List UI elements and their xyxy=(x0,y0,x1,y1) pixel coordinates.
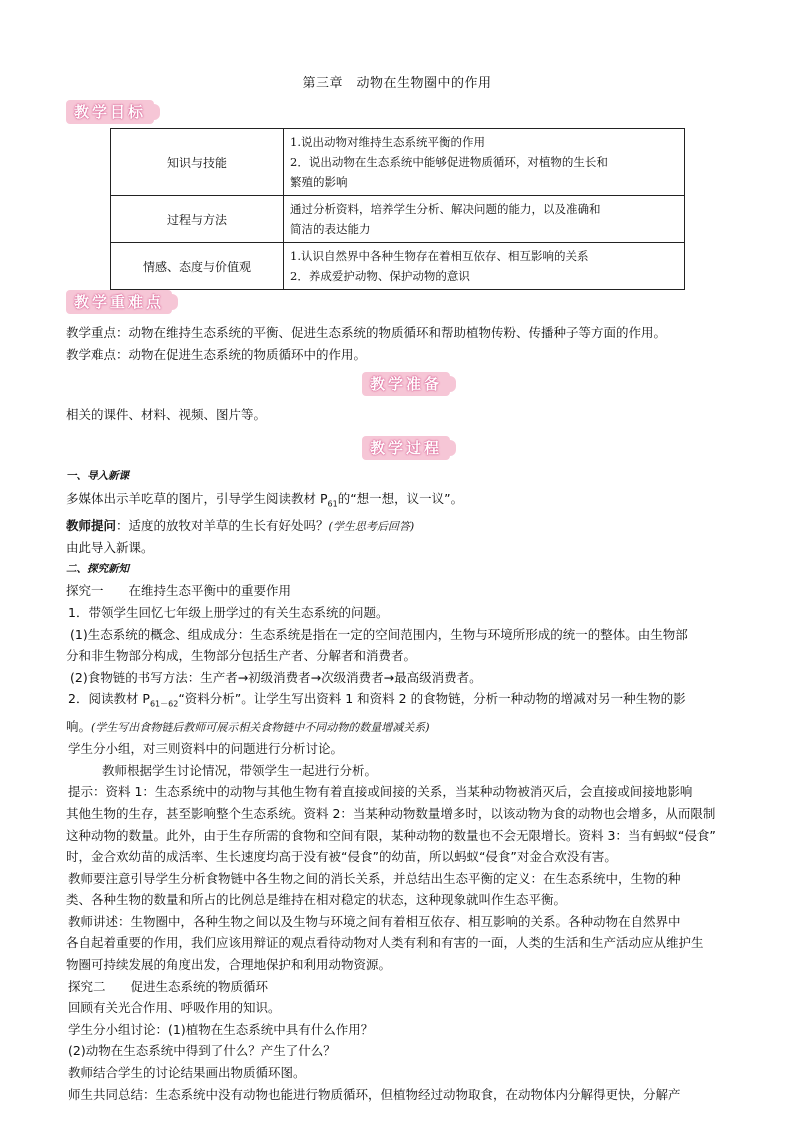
text: 响。 xyxy=(66,718,92,734)
table-row xyxy=(111,129,685,196)
explore-heading: 探究一 在维持生态平衡中的重要作用 xyxy=(66,583,292,599)
paragraph: (2)食物链的书写方法：生产者→初级消费者→次级消费者→最高级消费者。 xyxy=(70,669,482,685)
paragraph: 提示：资料 1：生态系统中的动物与其他生物有着直接或间接的关系，当某种动物被消灭后，会直接或间接地影响 xyxy=(68,784,693,800)
section-heading: 二、探究新知 xyxy=(66,562,129,575)
goal-line: 1.说出动物对维持生态系统平衡的作用 xyxy=(290,135,485,149)
paragraph: 教师结合学生的讨论结果画出物质循环图。 xyxy=(68,1065,306,1081)
key-points-section xyxy=(66,322,738,365)
process-section xyxy=(66,466,738,1105)
paragraph xyxy=(66,716,738,739)
paragraph: 回顾有关光合作用、呼吸作用的知识。 xyxy=(68,1000,281,1016)
paragraph: 分和非生物部分构成，生物部分包括生产者、分解者和消费者。 xyxy=(66,648,417,664)
note: (学生写出食物链后教师可展示相关食物链中不同动物的数量增减关系) xyxy=(91,720,430,734)
note: (学生思考后回答) xyxy=(328,519,415,533)
paragraph: 各自起着重要的作用，我们应该用辩证的观点看待动物对人类有利和有害的一面，人类的生活和生产活动应从维护生 xyxy=(66,935,704,951)
text: 2．阅读教材 P xyxy=(68,691,150,707)
paragraph: 时，金合欢幼苗的成活率、生长速度均高于没有被“侵食”的幼苗，所以蚂蚁“侵食”对金合欢没有害。 xyxy=(66,849,617,865)
page-subscript: 61 xyxy=(327,499,338,509)
goal-line: 1.认识自然界中各种生物存在着相互依存、相互影响的关系 xyxy=(290,249,589,263)
text: ：适度的放牧对羊草的生长有好处吗？ xyxy=(116,517,329,533)
paragraph: 师生共同总结：生态系统中没有动物也能进行物质循环，但植物经过动物取食，在动物体内分解得更快，分解产 xyxy=(68,1086,681,1102)
explore-heading: 探究二 促进生态系统的物质循环 xyxy=(68,978,269,994)
goal-content xyxy=(284,129,685,196)
goal-label: 过程与方法 xyxy=(111,196,284,243)
teaching-difficulty: 教学难点：动物在促进生态系统的物质循环中的作用。 xyxy=(66,346,367,362)
paragraph: 学生分小组，对三则资料中的问题进行分析讨论。 xyxy=(68,741,344,757)
goals-table xyxy=(110,128,685,290)
page-subscript: 61－62 xyxy=(149,699,179,709)
preparation-text: 相关的课件、材料、视频、图片等。 xyxy=(66,407,267,422)
paragraph: (1)生态系统的概念、组成成分：生态系统是指在一定的空间范围内，生物与环境所形成的统一的整体。由生物部 xyxy=(70,626,688,642)
goal-line: 通过分析资料，培养学生分析、解决问题的能力，以及准确和 xyxy=(290,202,601,216)
text: 教师提问 xyxy=(66,517,117,533)
paragraph: 这种动物的数量。此外，由于生存所需的食物和空间有限，某种动物的数量也不会无限增长。资料 3：当有蚂蚁“侵食” xyxy=(66,827,716,843)
goal-label: 知识与技能 xyxy=(111,129,284,196)
goal-content xyxy=(284,243,685,290)
paragraph xyxy=(66,515,738,538)
text: 的“想一想，议一议”。 xyxy=(337,490,464,506)
paragraph: 教师要注意引导学生分析食物链中各生物之间的消长关系，并总结出生态平衡的定义：在生态系统中，生物的种 xyxy=(68,870,681,886)
paragraph: 类、各种生物的数量和所占的比例总是维持在相对稳定的状态，这种现象就叫作生态平衡。 xyxy=(66,892,567,908)
paragraph xyxy=(66,688,738,715)
goal-content xyxy=(284,196,685,243)
banner-key-points: 教学重难点 xyxy=(66,290,172,314)
paragraph: 学生分小组讨论：(1)植物在生态系统中具有什么作用？ xyxy=(68,1021,374,1037)
paragraph: 教师讲述：生物圈中，各种生物之间以及生物与环境之间有着相互依存、相互影响的关系。各种动物在自然界中 xyxy=(68,913,681,929)
banner-preparation: 教学准备 xyxy=(362,372,450,396)
banner-process: 教学过程 xyxy=(362,436,450,460)
paragraph: 1．带领学生回忆七年级上册学过的有关生态系统的问题。 xyxy=(68,605,389,621)
paragraph: 由此导入新课。 xyxy=(66,540,154,556)
paragraph: 教师根据学生讨论情况，带领学生一起进行分析。 xyxy=(102,762,378,778)
teaching-focus: 教学重点：动物在维持生态系统的平衡、促进生态系统的物质循环和帮助植物传粉、传播种子等方面的作用。 xyxy=(66,325,667,340)
page-title: 第三章 动物在生物圈中的作用 xyxy=(302,76,492,91)
paragraph: (2)动物在生态系统中得到了什么？产生了什么？ xyxy=(68,1043,336,1059)
paragraph xyxy=(66,488,738,515)
goal-line: 简洁的表达能力 xyxy=(290,222,371,236)
paragraph: 物圈可持续发展的角度出发，合理地保护和利用动物资源。 xyxy=(66,957,392,973)
text: “资料分析”。让学生写出资料 1 和资料 2 的食物链，分析一种动物的增减对另一种生物的影 xyxy=(178,691,686,707)
goal-line: 2．养成爱护动物、保护动物的意识 xyxy=(290,269,470,283)
table-row xyxy=(111,196,685,243)
goal-line: 2．说出动物在生态系统中能够促进物质循环，对植物的生长和 xyxy=(290,155,608,169)
paragraph: 其他生物的生存，甚至影响整个生态系统。资料 2：当某种动物数量增多时，以该动物为食的动物也会增多，从而限制 xyxy=(66,805,716,821)
goal-label: 情感、态度与价值观 xyxy=(111,243,284,290)
text: 多媒体出示羊吃草的图片，引导学生阅读教材 P xyxy=(66,490,328,506)
preparation-text-block xyxy=(66,404,738,426)
table-row xyxy=(111,243,685,290)
section-heading: 一、导入新课 xyxy=(66,470,129,482)
goal-line: 繁殖的影响 xyxy=(290,175,348,189)
banner-teaching-goals: 教学目标 xyxy=(66,100,154,124)
